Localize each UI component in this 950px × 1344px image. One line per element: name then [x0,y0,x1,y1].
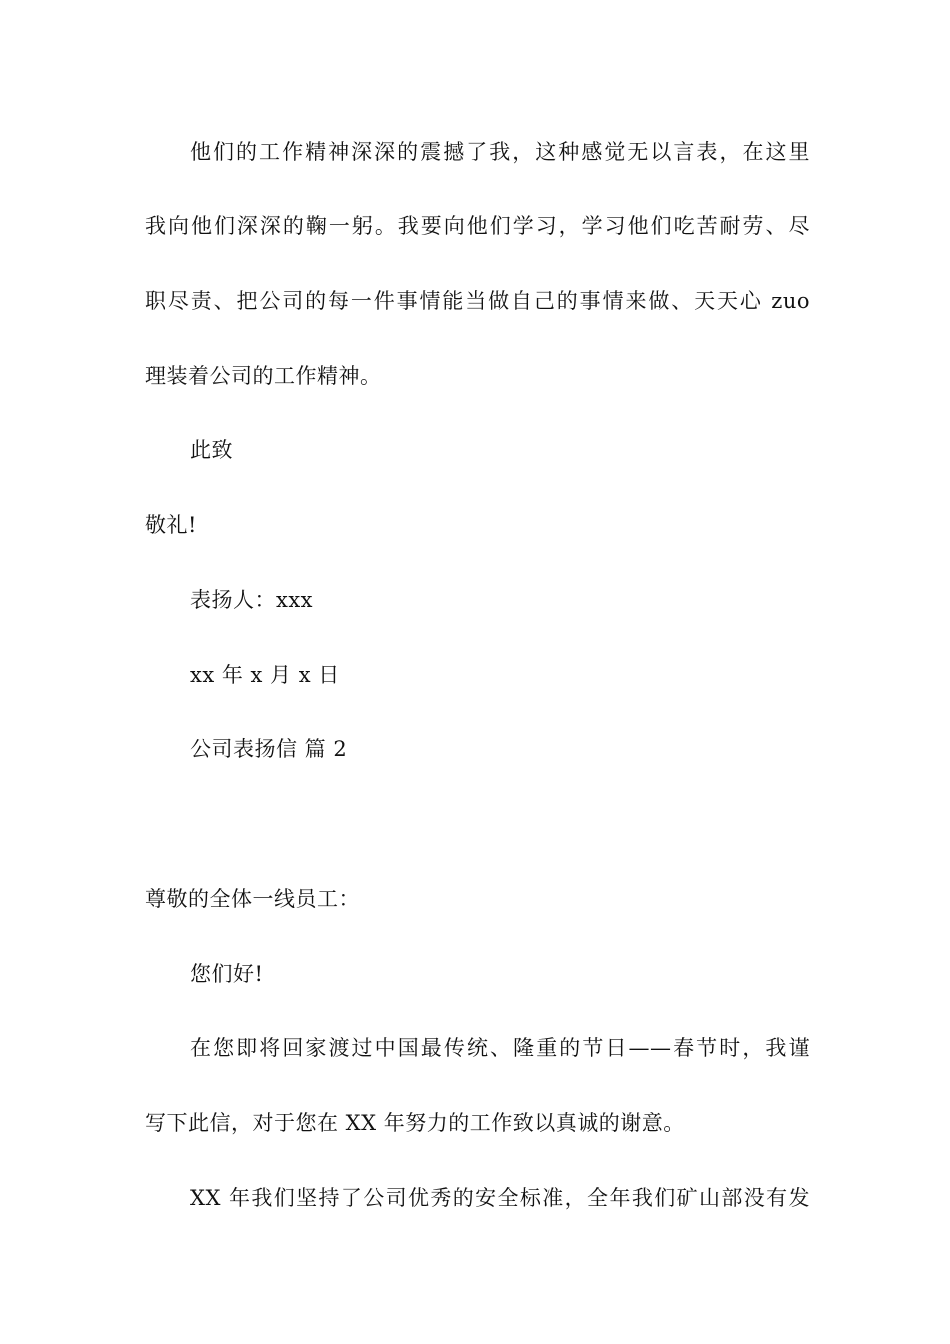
paragraph-1-line-3: 职尽责、把公司的每一件事情能当做自己的事情来做、天天心 zuo [145,289,810,313]
letter-recipient: 尊敬的全体一线员工： [145,887,360,911]
signature-date: xx 年 x 月 x 日 [190,663,340,687]
paragraph-1-line-2: 我向他们深深的鞠一躬。我要向他们学习，学习他们吃苦耐劳、尽 [145,214,810,238]
closing-phrase: 此致 [190,438,233,462]
paragraph-3-line-1: XX 年我们坚持了公司优秀的安全标准，全年我们矿山部没有发 [190,1186,810,1210]
signature-commender: 表扬人：xxx [190,588,314,612]
section-title: 公司表扬信 篇 2 [190,737,348,761]
paragraph-1-line-1: 他们的工作精神深深的震撼了我，这种感觉无以言表，在这里 [190,140,810,164]
paragraph-1-line-4: 理装着公司的工作精神。 [145,364,382,388]
paragraph-2-line-2: 写下此信，对于您在 XX 年努力的工作致以真诚的谢意。 [145,1111,685,1135]
paragraph-2-line-1: 在您即将回家渡过中国最传统、隆重的节日——春节时，我谨 [190,1036,810,1060]
salutation-regards: 敬礼! [145,513,197,537]
letter-greeting: 您们好! [190,962,264,986]
